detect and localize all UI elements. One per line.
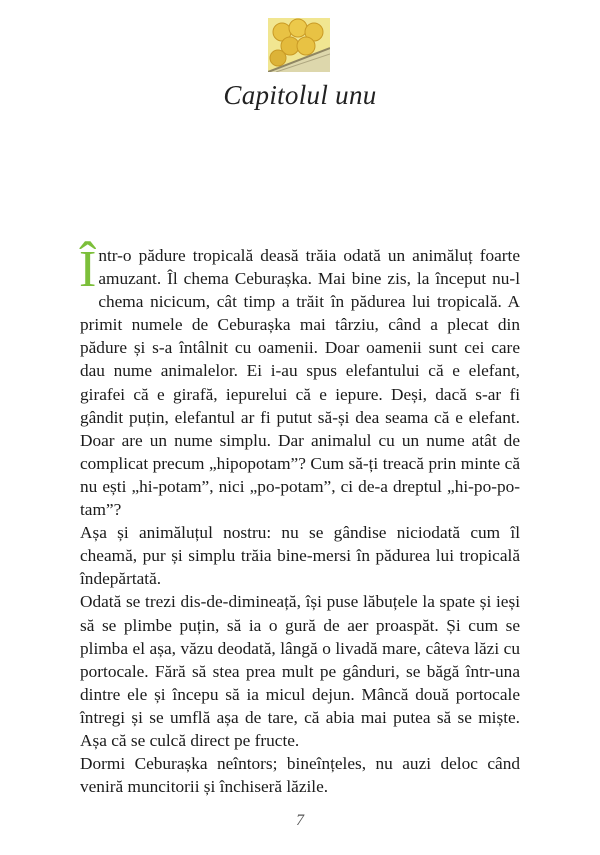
paragraph-1-text: ntr-o pădure tropicală deasă trăia odată un animăluț foarte amuzant. Îl chema Ceburașka. Mai bine zis, la început nu-l chema nicicum, cât timp a trăit în pădurea lui tropicală. A primit numele de Ceburașka mai târziu, când a plecat din pădure și s-a întâlnit cu oamenii. Doar oamenii sunt cei care dau nume animalelor. Ei i-au spus elefantului că e elefant, girafei că e girafă, iepurelui că e iepure. Deși, dacă s-ar fi gândit puțin, elefantul ar fi putut să-și dea seama că e elefant. Doar are un nume simplu. Dar animalul cu un nume atât de complicat precum „hipopotam”? Cum să-ți treacă prin minte că nu ești „hi-potam”, nici „po-potam”, ci de-a dreptul „hi-po-po-tam”? — [80, 246, 520, 520]
paragraph-2: Așa și animăluțul nostru: nu se gândise niciodată cum îl cheamă, pur și simplu trăia bine-mersi în pădurea lui tropicală îndepărtată. — [80, 523, 520, 589]
chapter-ornament — [268, 18, 330, 72]
paragraph-4: Dormi Ceburașka neîntors; bineînțeles, nu auzi deloc când veniră muncitorii și închiseră lăzile. — [80, 754, 520, 797]
drop-cap: Î — [79, 241, 97, 298]
paragraph-3: Odată se trezi dis-de-dimineață, își puse lăbuțele la spate și ieși să se plimbe puțin, să ia o gură de aer proaspăt. Și cum se plimba el așa, văzu deodată, lângă o livadă mare, câteva lăzi cu portocale. Fără să stea prea mult pe gânduri, se băgă într-una dintre ele și începu să ia micul dejun. Mâncă două portocale întregi și se umflă așa de tare, că abia mai putea să se miște. Așa că se culcă direct pe fructe. — [80, 592, 520, 750]
chapter-body — [79, 241, 520, 798]
paragraph-1 — [79, 241, 520, 521]
chapter-title: Capitolul unu — [223, 80, 377, 110]
page-number: 7 — [296, 812, 304, 829]
oranges-crate-icon — [268, 18, 330, 72]
